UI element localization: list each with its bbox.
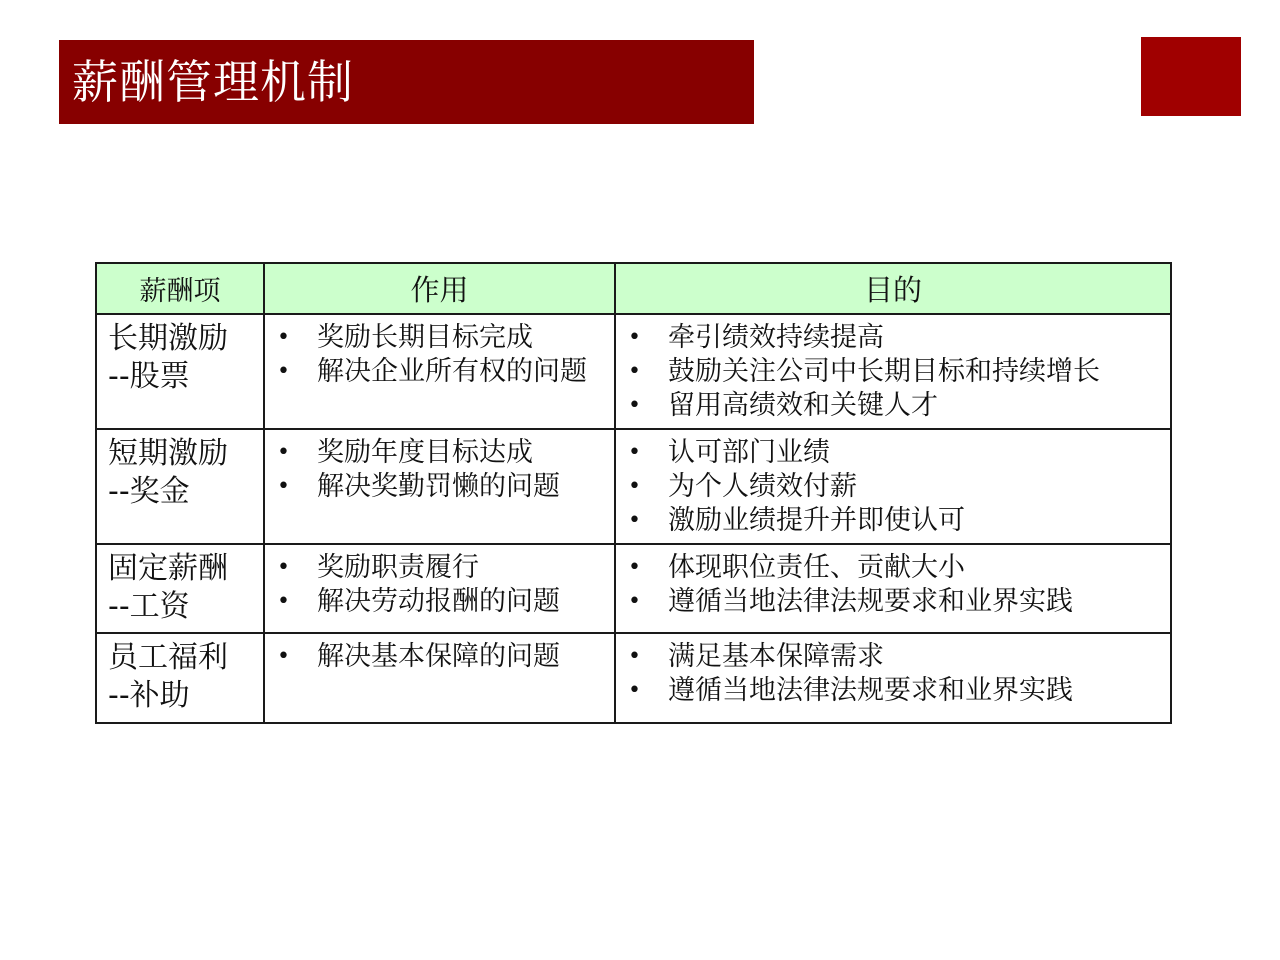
row-item-subtype: --补助	[108, 678, 190, 713]
bullet-icon: •	[628, 589, 641, 614]
bullet-icon: •	[277, 644, 290, 669]
row-function-cell	[264, 314, 615, 429]
list-item	[616, 355, 1170, 389]
header-purpose: 目的	[615, 263, 1171, 314]
list-item	[616, 585, 1170, 619]
bullet-icon: •	[277, 325, 290, 350]
bullet-icon: •	[277, 440, 290, 465]
bullet-icon: •	[628, 474, 641, 499]
bullet-icon: •	[277, 474, 290, 499]
function-text: 奖励职责履行	[317, 552, 479, 583]
row-item-name: 短期激励	[108, 436, 228, 471]
purpose-list	[616, 640, 1170, 708]
table-row	[96, 633, 1171, 723]
bullet-icon: •	[277, 555, 290, 580]
function-list	[265, 640, 614, 674]
list-item	[616, 551, 1170, 585]
function-list	[265, 436, 614, 504]
bullet-icon: •	[628, 359, 641, 384]
bullet-icon: •	[277, 589, 290, 614]
row-item-name: 固定薪酬	[108, 551, 228, 586]
row-purpose-cell	[615, 544, 1171, 633]
purpose-text: 体现职位责任、贡献大小	[668, 552, 965, 583]
function-list	[265, 321, 614, 389]
row-item-subtype: --奖金	[108, 474, 190, 509]
list-item	[265, 321, 614, 355]
row-function-cell	[264, 633, 615, 723]
row-item-cell	[96, 429, 264, 544]
list-item	[616, 389, 1170, 423]
purpose-text: 认可部门业绩	[668, 437, 830, 468]
list-item	[616, 504, 1170, 538]
slide-title: 薪酬管理机制	[72, 55, 354, 109]
purpose-text: 激励业绩提升并即使认可	[668, 505, 965, 536]
function-text: 奖励长期目标完成	[317, 322, 533, 353]
purpose-list	[616, 436, 1170, 538]
table-header-row	[96, 263, 1171, 314]
purpose-list	[616, 551, 1170, 619]
bullet-icon: •	[628, 644, 641, 669]
list-item	[265, 640, 614, 674]
purpose-text: 为个人绩效付薪	[668, 471, 857, 502]
purpose-text: 留用高绩效和关键人才	[668, 390, 938, 421]
purpose-text: 满足基本保障需求	[668, 641, 884, 672]
bullet-icon: •	[628, 393, 641, 418]
bullet-icon: •	[628, 678, 641, 703]
list-item	[616, 321, 1170, 355]
list-item	[265, 355, 614, 389]
function-list	[265, 551, 614, 619]
header-item: 薪酬项	[96, 263, 264, 314]
row-item-cell	[96, 633, 264, 723]
table-row	[96, 429, 1171, 544]
bullet-icon: •	[277, 359, 290, 384]
row-function-cell	[264, 429, 615, 544]
bullet-icon: •	[628, 508, 641, 533]
purpose-text: 遵循当地法律法规要求和业界实践	[668, 675, 1073, 706]
row-item-subtype: --股票	[108, 359, 190, 394]
list-item	[265, 585, 614, 619]
bullet-icon: •	[628, 555, 641, 580]
table-row	[96, 314, 1171, 429]
row-purpose-cell	[615, 429, 1171, 544]
row-function-cell	[264, 544, 615, 633]
row-purpose-cell	[615, 314, 1171, 429]
header-function: 作用	[264, 263, 615, 314]
list-item	[616, 674, 1170, 708]
list-item	[616, 436, 1170, 470]
function-text: 奖励年度目标达成	[317, 437, 533, 468]
title-bar	[59, 40, 754, 124]
list-item	[616, 640, 1170, 674]
function-text: 解决奖勤罚懒的问题	[317, 471, 560, 502]
row-item-name: 员工福利	[108, 640, 228, 675]
table-row	[96, 544, 1171, 633]
row-item-name: 长期激励	[108, 321, 228, 356]
compensation-table	[95, 262, 1172, 724]
bullet-icon: •	[628, 325, 641, 350]
purpose-text: 鼓励关注公司中长期目标和持续增长	[668, 356, 1100, 387]
list-item	[265, 470, 614, 504]
function-text: 解决企业所有权的问题	[317, 356, 587, 387]
bullet-icon: •	[628, 440, 641, 465]
row-item-cell	[96, 544, 264, 633]
row-item-subtype: --工资	[108, 589, 190, 624]
row-purpose-cell	[615, 633, 1171, 723]
list-item	[265, 436, 614, 470]
purpose-text: 遵循当地法律法规要求和业界实践	[668, 586, 1073, 617]
list-item	[616, 470, 1170, 504]
purpose-text: 牵引绩效持续提高	[668, 322, 884, 353]
row-item-cell	[96, 314, 264, 429]
list-item	[265, 551, 614, 585]
purpose-list	[616, 321, 1170, 423]
function-text: 解决基本保障的问题	[317, 641, 560, 672]
function-text: 解决劳动报酬的问题	[317, 586, 560, 617]
corner-decoration	[1141, 37, 1241, 116]
